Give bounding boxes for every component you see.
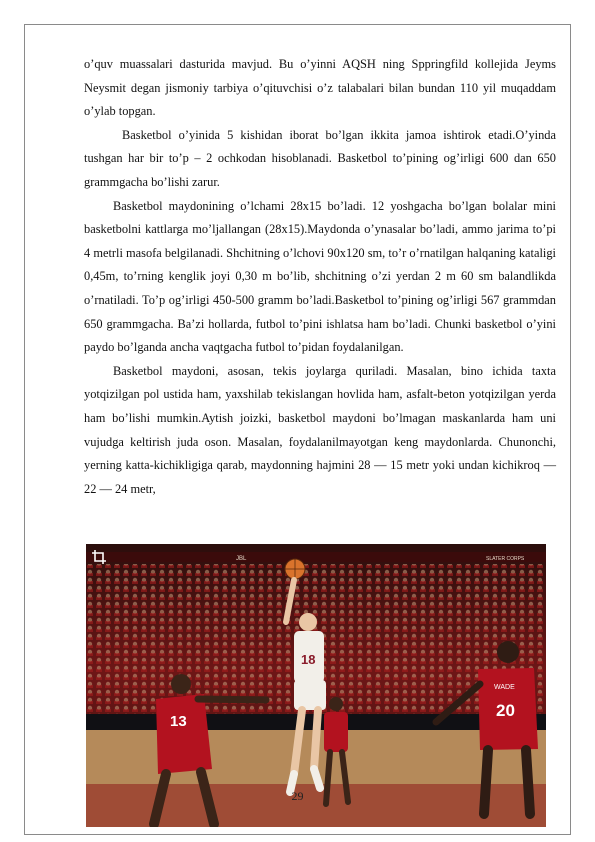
- paragraph-3: Basketbol maydonining o’lchami 28x15 bo’ladi. 12 yoshgacha bo’lgan bolalar mini basketbolni kattlarga mo’ljallangan (28x15).Maydonda o’ynasalar bo’ladi, ammo jarima to’pi 4 metrli masofa belgilanadi. Shchitning o’lchovi 90x120 sm, to’r o’rnatilgan halqaning kataligi 0,45m, to’rning kenglik joyi 0,30 m bo’lib, shchitning o’zi yerdan 2 m 60 sm balandlikda o’rnatiladi. To’p og’irligi 450-500 gramm bo’ladi.Basketbol to’pining og’irligi 567 grammdan 650 grammgacha. Ba’zi hollarda, futbol to’pini ishlatsa ham bo’ladi. Chunki basketbol o’yini paydo bo’lganda ancha vaqtgacha futbol to’pidan foydalanilgan.: [84, 198, 556, 355]
- jersey-number-13: 13: [170, 713, 187, 730]
- crop-icon[interactable]: [92, 550, 106, 564]
- paragraph-4: Basketbol maydoni, asosan, tekis joylarga quriladi. Masalan, bino ichida taxta yotqizilgan pol ustida ham, yaxshilab tekislangan hovlida ham, asfalt-beton yotqizilgan yerda ham bo’lishi mumkin.Aytish joizki, basketbol maydoni bo’lmagan maskanlarda ham uni vujudga keltirish juda oson. Masalan, foydalanilmayotgan keng maydonlarda. Chunonchi, yerning katta-kichikligiga qarab, maydonning hajmini 28 — 15 metr yoki undan kichikroq — 22 — 24 metr,: [84, 363, 556, 496]
- jersey-number-18: 18: [301, 652, 316, 667]
- paragraph-1: o’quv muassalari dasturida mavjud. Bu o’yinni AQSH ning Sppringfild kollejida Jeyms Neysmit degan jismoniy tarbiya o’qituvchisi o’z talabalari bilan bundan 110 yil muqaddam o’ylab topgan.: [84, 57, 556, 119]
- jersey-number-20: 20: [496, 701, 515, 720]
- document-body: [84, 53, 556, 501]
- banner-jbl: JBL: [236, 556, 247, 562]
- basketball-photo: [86, 544, 546, 827]
- page-number: 29: [291, 789, 304, 803]
- photo-illustration: [86, 544, 546, 827]
- upper-ribbon-board: [86, 552, 546, 562]
- paragraph-2: Basketbol o’yinida 5 kishidan iborat bo’lgan ikkita jamoa ishtirok etadi.O’yinda tushgan har bir to’p – 2 ochkodan hisoblanadi. Basketbol to’pining og’irligi 600 dan 650 grammgacha bo’lishi zarur.: [84, 127, 556, 189]
- banner-sponsor: SLATER CORPS: [486, 556, 525, 562]
- jersey-name-wade: WADE: [494, 684, 515, 691]
